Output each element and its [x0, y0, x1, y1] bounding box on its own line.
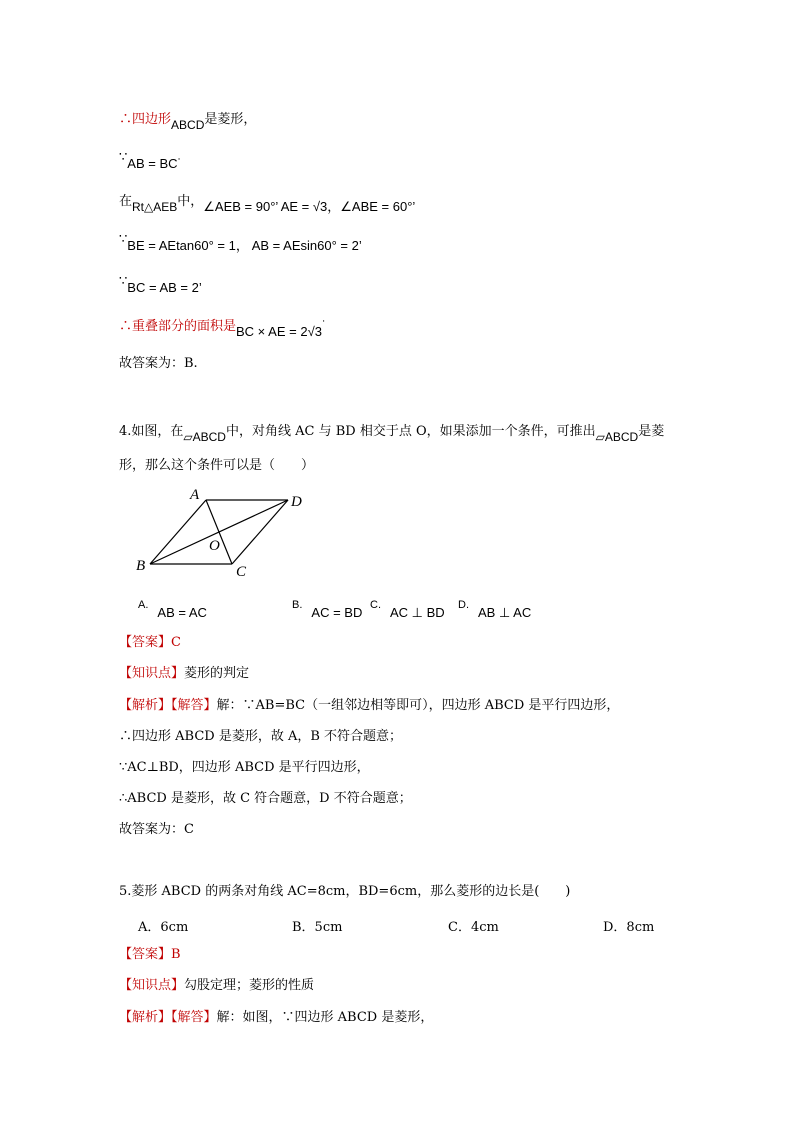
- q5-option-d[interactable]: D．8cm: [603, 920, 655, 935]
- q4-option-c[interactable]: [370, 598, 445, 620]
- prev-line-1-sub: ABCD: [171, 118, 205, 132]
- q4-option-b[interactable]: [292, 598, 363, 620]
- because-symbol: ∵: [119, 273, 128, 288]
- side-BA: [150, 500, 206, 564]
- q5-stem: 5.菱形 ABCD 的两条对角线 AC=8cm，BD=6cm，那么菱形的边长是( ): [119, 884, 571, 899]
- q4-stem-mid: 中，对角线 AC 与 BD 相交于点 O，如果添加一个条件，可推出: [225, 424, 596, 439]
- q4-option-b-text: AC = BD: [311, 605, 363, 620]
- q5-answer: [119, 947, 181, 963]
- because-symbol: ∵: [119, 231, 128, 246]
- q4-analysis-line-3: ∵AC⊥BD，四边形 ABCD 是平行四边形，: [119, 760, 370, 775]
- prev-line-3-root: 3: [320, 199, 328, 214]
- vertex-label-B: B: [136, 558, 146, 574]
- q4-stem-line-2: 形，那么这个条件可以是（ ）: [119, 458, 315, 473]
- q4-option-d-text: AB ⊥ AC: [478, 605, 532, 620]
- q5-answer-label: 【答案】: [119, 947, 172, 962]
- q5-answer-value: B: [171, 947, 181, 962]
- prev-line-6-pre: ∴重叠部分的面积是: [119, 319, 237, 334]
- q4-option-d-letter: D.: [458, 599, 469, 611]
- prev-line-3: 在Rt△AEB中，∠AEB = 90°’ AE = √3，∠ABE = 60°’: [119, 194, 416, 214]
- q4-option-d[interactable]: [458, 598, 532, 620]
- prev-line-4: [119, 231, 362, 254]
- q4-answer: [119, 635, 181, 651]
- q5-option-c[interactable]: C．4cm: [448, 920, 499, 935]
- q4-analysis-line-4: ∴ABCD 是菱形，故 C 符合题意，D 不符合题意；: [119, 791, 412, 806]
- because-symbol: ∵: [119, 149, 128, 164]
- center-label-O: O: [209, 538, 220, 554]
- prev-line-3-sub: Rt△AEB: [132, 200, 178, 214]
- q4-stem-sub-1: ▱ABCD: [183, 430, 226, 444]
- prev-line-2: [119, 149, 182, 172]
- prev-line-6-end: ˙: [321, 318, 327, 333]
- q4-analysis-line-2: ∴四边形 ABCD 是菱形，故 A，B 不符合题意；: [119, 729, 403, 744]
- prev-line-3-mid: 中，: [177, 194, 204, 209]
- q5-knowledge-label: 【知识点】: [119, 978, 185, 993]
- q4-stem-pre: 4.如图，在: [119, 424, 184, 439]
- q5-analysis-label: 【解析】【解答】: [119, 1010, 217, 1025]
- q4-option-a[interactable]: [138, 598, 207, 620]
- prev-line-6-root: 3: [314, 324, 322, 339]
- prev-line-1-post: 是菱形，: [204, 112, 257, 127]
- q4-conclusion: 故答案为：C: [119, 822, 194, 837]
- q4-stem-sub-2: ▱ABCD: [595, 430, 639, 444]
- vertex-label-C: C: [236, 564, 247, 580]
- prev-line-2-eq: AB = BC: [127, 156, 178, 171]
- q5-analysis-text-1: 解：如图，∵四边形 ABCD 是菱形，: [216, 1010, 434, 1025]
- q4-option-c-text: AC ⊥ BD: [390, 605, 445, 620]
- q4-answer-value: C: [171, 635, 181, 650]
- q5-knowledge-text: 勾股定理；菱形的性质: [184, 978, 315, 993]
- q4-stem-post: 是菱: [638, 424, 665, 439]
- prev-line-6: ∴重叠部分的面积是BC × AE = 2√3˙: [119, 318, 327, 339]
- q4-analysis-line-1: [119, 698, 619, 714]
- q5-analysis-line-1: [119, 1010, 433, 1026]
- q4-knowledge-text: 菱形的判定: [184, 666, 250, 681]
- prev-conclusion: 故答案为：B.: [119, 356, 198, 371]
- q4-analysis-label: 【解析】【解答】: [119, 698, 217, 713]
- prev-line-3-pre: 在: [119, 194, 133, 209]
- prev-line-1-pre: ∴四边形: [119, 112, 172, 127]
- prev-line-3-eq2: ，∠ABE = 60°’: [327, 199, 416, 214]
- q5-knowledge: [119, 978, 314, 994]
- q5-option-b[interactable]: B．5cm: [292, 920, 343, 935]
- vertex-label-A: A: [190, 487, 200, 503]
- q4-analysis-text-1: 解：∵AB=BC（一组邻边相等即可），四边形 ABCD 是平行四边形，: [216, 698, 620, 713]
- prev-line-4-eq: BE = AEtan60° = 1， AB = AEsin60° = 2’: [127, 238, 362, 253]
- prev-line-1: [119, 111, 257, 132]
- q5-option-a[interactable]: A．6cm: [138, 920, 189, 935]
- q4-option-a-letter: A.: [138, 599, 149, 611]
- side-DC: [232, 500, 288, 564]
- q4-option-c-letter: C.: [370, 599, 381, 611]
- q4-option-b-letter: B.: [292, 599, 303, 611]
- q4-knowledge: [119, 666, 249, 682]
- q4-stem-line-1: [119, 423, 665, 444]
- prev-line-5: [119, 273, 202, 296]
- q4-option-a-text: AB = AC: [157, 605, 207, 620]
- diagonal-BD: [150, 500, 288, 564]
- q4-knowledge-label: 【知识点】: [119, 666, 185, 681]
- prev-line-5-eq: BC = AB = 2’: [127, 280, 202, 295]
- parallelogram-figure: [130, 482, 320, 582]
- prev-line-6-eq: BC × AE = 2: [236, 324, 308, 339]
- vertex-label-D: D: [291, 494, 302, 510]
- prev-line-2-end: ˙: [177, 156, 182, 171]
- prev-line-3-eq1: ∠AEB = 90°’ AE =: [203, 199, 313, 214]
- q4-answer-label: 【答案】: [119, 635, 172, 650]
